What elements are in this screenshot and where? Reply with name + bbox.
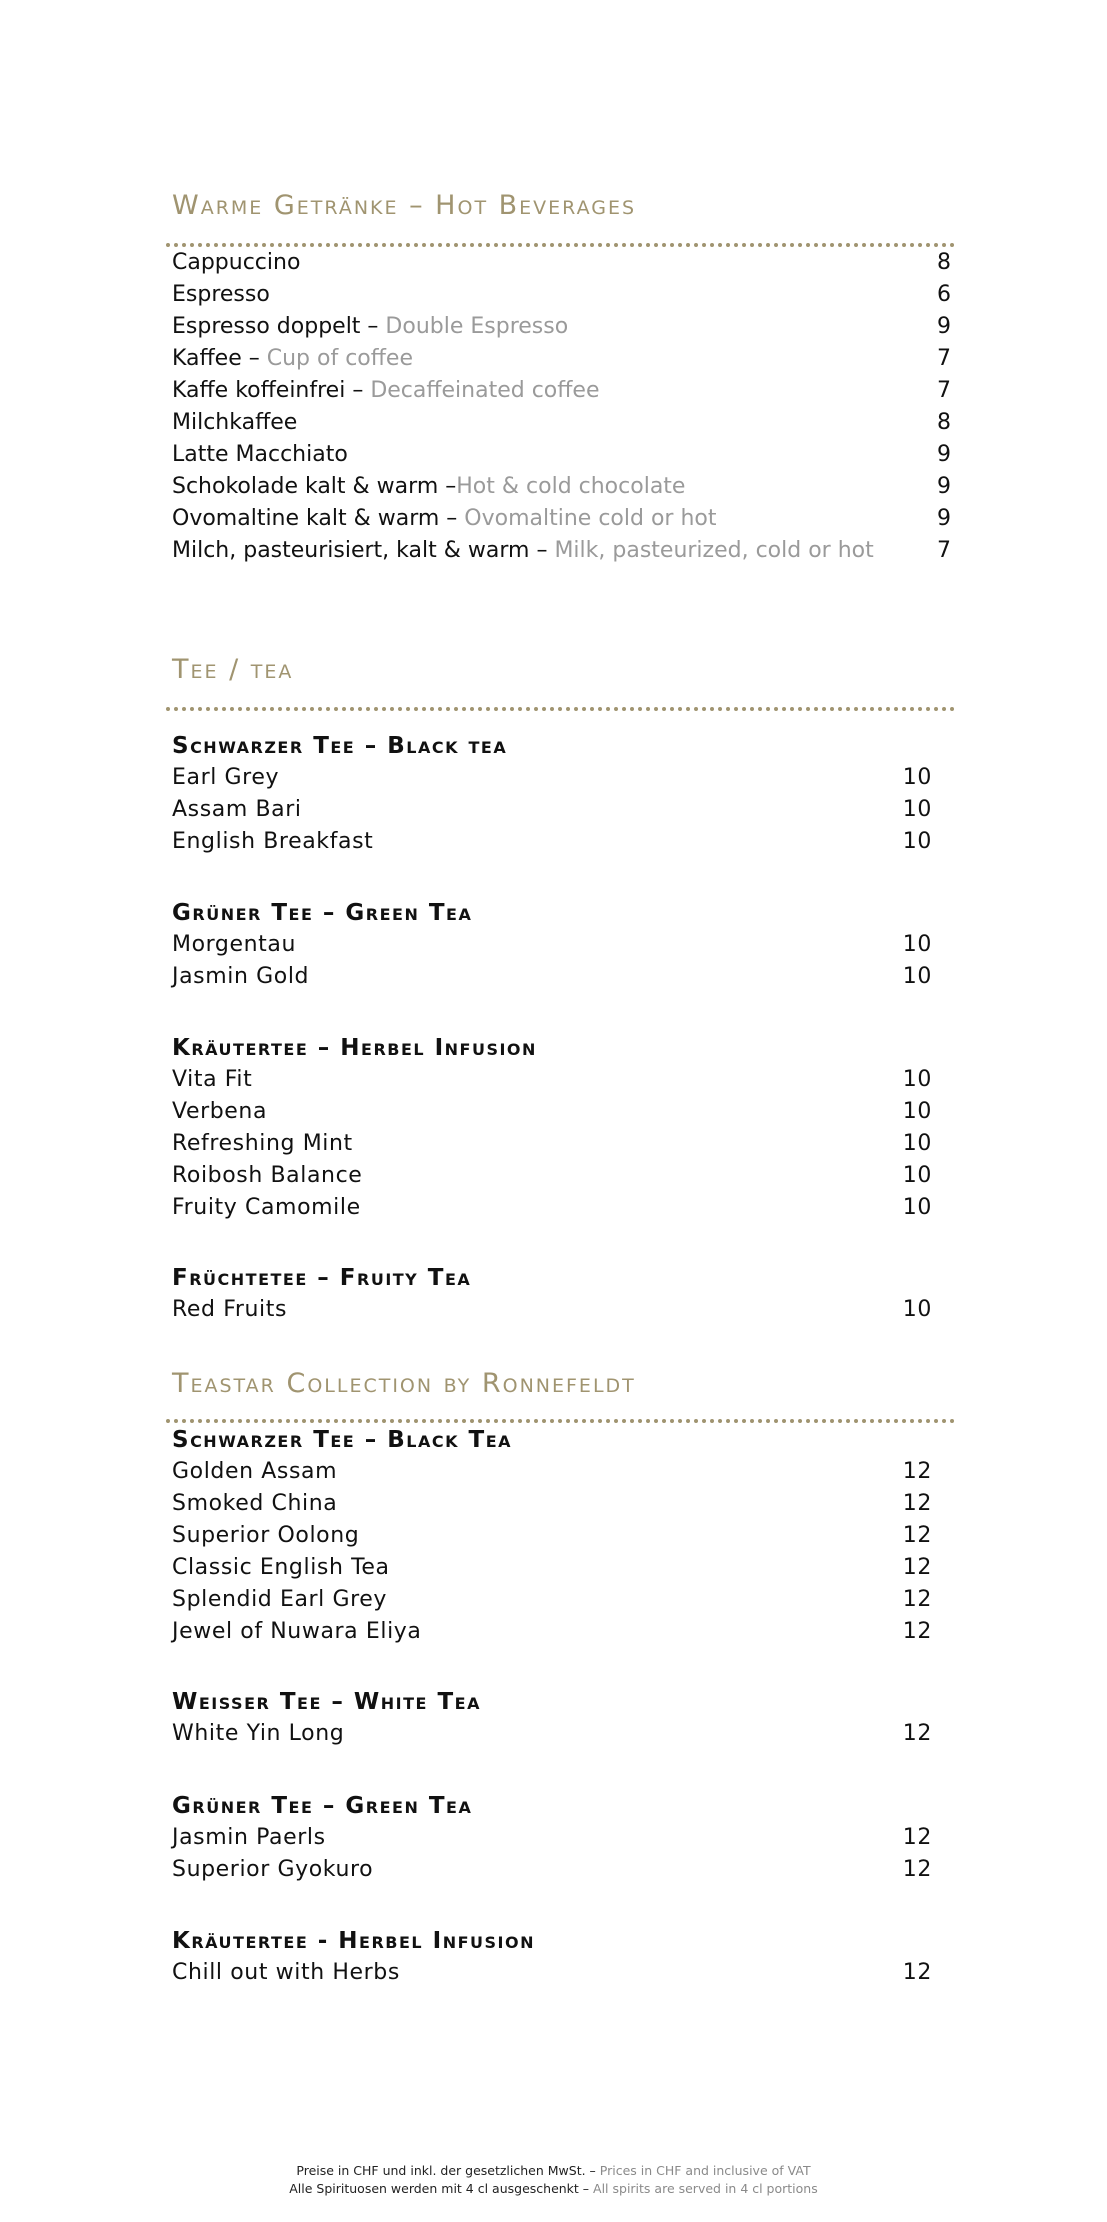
subsection-heading: Schwarzer Tee – Black tea: [172, 733, 508, 759]
menu-item: Jewel of Nuwara Eliya 12: [172, 1616, 932, 1648]
subsection-heading: Kräutertee – Herbel Infusion: [172, 1035, 537, 1061]
subsection-heading: Kräutertee - Herbel Infusion: [172, 1928, 535, 1954]
item-price: 12: [902, 1857, 932, 1882]
item-price: 10: [902, 1099, 932, 1124]
menu-item: Superior Oolong 12: [172, 1520, 932, 1552]
menu-item: Red Fruits 10: [172, 1294, 932, 1326]
item-price: 8: [937, 410, 951, 435]
menu-item: White Yin Long 12: [172, 1718, 932, 1750]
item-price: 10: [902, 1067, 932, 1092]
item-price: 8: [937, 250, 951, 275]
item-price: 7: [937, 378, 951, 403]
section-title-tea: Tee / tea: [172, 654, 294, 685]
menu-item: Jasmin Paerls 12: [172, 1822, 932, 1854]
item-price: 6: [937, 282, 951, 307]
teastar-group-black: [172, 1424, 932, 1648]
footer-line-prices: Preise in CHF und inkl. der gesetzlichen MwSt. – Prices in CHF and inclusive of VAT: [296, 2163, 811, 2178]
menu-item: Cappuccino 8: [172, 247, 951, 279]
menu-item: Splendid Earl Grey 12: [172, 1584, 932, 1616]
menu-item: Schokolade kalt & warm –Hot & cold chocolate 9: [172, 471, 951, 503]
subsection-heading: Früchtetee – Fruity Tea: [172, 1265, 472, 1291]
teastar-group-herbal: [172, 1925, 932, 1989]
hot-beverages-list: [172, 247, 951, 567]
item-price: 9: [937, 314, 951, 339]
menu-item: Superior Gyokuro 12: [172, 1854, 932, 1886]
item-price: 10: [902, 1131, 932, 1156]
section-title-hot-beverages: Warme Getränke – Hot Beverages: [172, 190, 637, 221]
menu-item: Fruity Camomile 10: [172, 1192, 932, 1224]
item-price: 10: [902, 765, 932, 790]
item-price: 12: [902, 1491, 932, 1516]
menu-item: Espresso 6: [172, 279, 951, 311]
item-price: 12: [902, 1825, 932, 1850]
dotted-divider: [166, 707, 955, 711]
item-price: 10: [902, 1297, 932, 1322]
item-price: 7: [937, 346, 951, 371]
menu-item: Vita Fit 10: [172, 1064, 932, 1096]
subsection-heading: Grüner Tee – Green Tea: [172, 1793, 473, 1819]
menu-item: Latte Macchiato 9: [172, 439, 951, 471]
dotted-divider: [166, 1419, 955, 1423]
footer-note: [0, 2162, 1107, 2198]
teastar-group-white: [172, 1686, 932, 1750]
tea-group-green: [172, 897, 932, 993]
section-title-teastar: Teastar Collection by Ronnefeldt: [172, 1368, 636, 1399]
menu-item: Espresso doppelt – Double Espresso 9: [172, 311, 951, 343]
menu-item: Jasmin Gold 10: [172, 961, 932, 993]
item-price: 7: [937, 538, 951, 563]
item-price: 10: [902, 964, 932, 989]
item-price: 10: [902, 932, 932, 957]
menu-item: Roibosh Balance 10: [172, 1160, 932, 1192]
item-price: 12: [902, 1523, 932, 1548]
menu-item: Kaffe koffeinfrei – Decaffeinated coffee 7: [172, 375, 951, 407]
item-price: 10: [902, 1163, 932, 1188]
teastar-group-green: [172, 1790, 932, 1886]
item-price: 10: [902, 1195, 932, 1220]
menu-item: Morgentau 10: [172, 929, 932, 961]
tea-group-black: [172, 730, 932, 858]
item-price: 12: [902, 1721, 932, 1746]
menu-item: Milch, pasteurisiert, kalt & warm – Milk, pasteurized, cold or hot 7: [172, 535, 951, 567]
item-price: 12: [902, 1960, 932, 1985]
menu-item: Golden Assam 12: [172, 1456, 932, 1488]
item-price: 9: [937, 506, 951, 531]
menu-item: Classic English Tea 12: [172, 1552, 932, 1584]
item-price: 9: [937, 442, 951, 467]
menu-item: Ovomaltine kalt & warm – Ovomaltine cold or hot 9: [172, 503, 951, 535]
menu-item: Chill out with Herbs 12: [172, 1957, 932, 1989]
subsection-heading: Schwarzer Tee – Black Tea: [172, 1427, 513, 1453]
item-price: 9: [937, 474, 951, 499]
item-price: 12: [902, 1459, 932, 1484]
item-price: 12: [902, 1587, 932, 1612]
menu-item: Milchkaffee 8: [172, 407, 951, 439]
footer-line-spirits: Alle Spirituosen werden mit 4 cl ausgeschenkt – All spirits are served in 4 cl portions: [289, 2181, 818, 2196]
item-price: 10: [902, 797, 932, 822]
menu-item: Assam Bari 10: [172, 794, 932, 826]
subsection-heading: Grüner Tee – Green Tea: [172, 900, 473, 926]
tea-group-herbal: [172, 1032, 932, 1224]
tea-group-fruit: [172, 1262, 932, 1326]
menu-item: Kaffee – Cup of coffee 7: [172, 343, 951, 375]
menu-item: English Breakfast 10: [172, 826, 932, 858]
item-price: 10: [902, 829, 932, 854]
item-price: 12: [902, 1555, 932, 1580]
menu-item: Refreshing Mint 10: [172, 1128, 932, 1160]
menu-item: Smoked China 12: [172, 1488, 932, 1520]
subsection-heading: Weisser Tee – White Tea: [172, 1689, 481, 1715]
menu-item: Verbena 10: [172, 1096, 932, 1128]
menu-item: Earl Grey 10: [172, 762, 932, 794]
item-price: 12: [902, 1619, 932, 1644]
